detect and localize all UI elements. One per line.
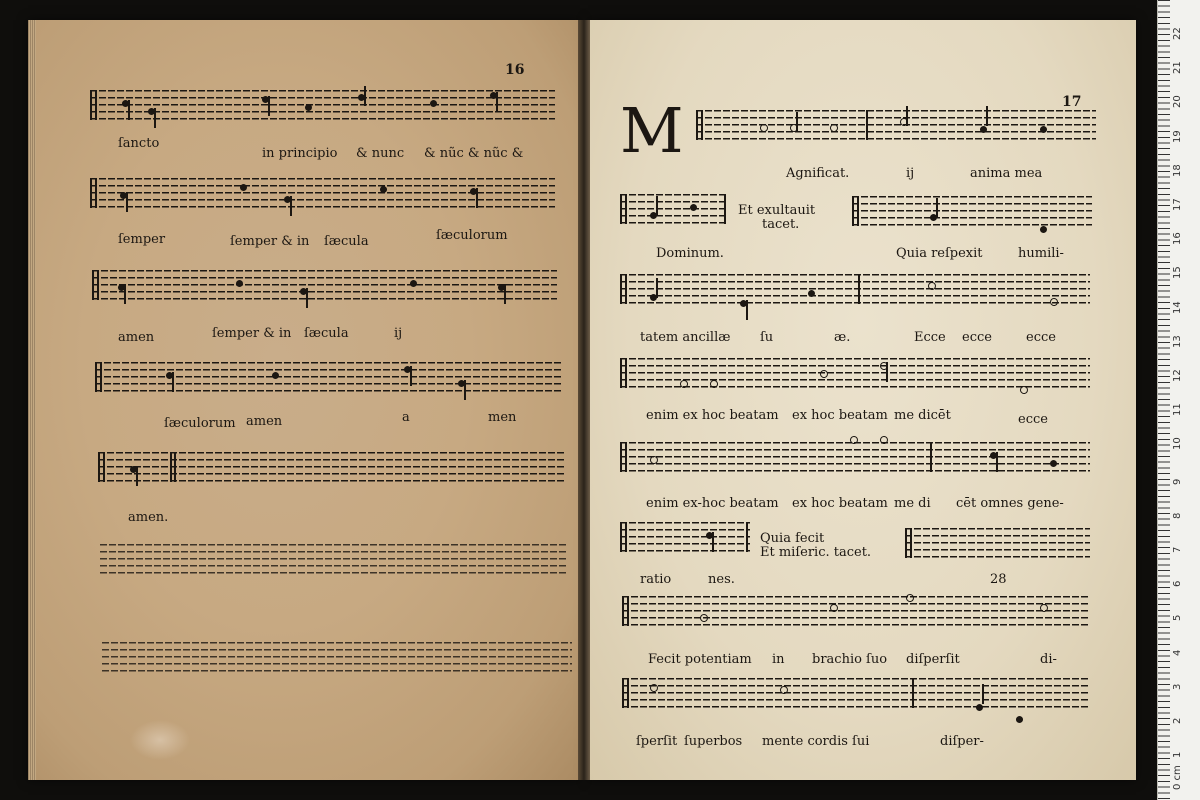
note-stem [464,380,466,400]
lyric: Ecce [914,330,946,345]
paper-stain [130,720,190,760]
lyric: ſæcula [304,326,349,341]
left-staff-5 [98,452,566,486]
lyric: diſper- [940,734,984,749]
note-stem [936,198,938,218]
note-stem [290,196,292,216]
lyric: amen [246,414,283,429]
lyric: tatem ancillæ [640,330,731,345]
lyric: enim ex-hoc beatam [646,496,779,511]
left-staff-1 [90,90,555,124]
left-staff-empty-1 [100,544,566,578]
ruler-number: 3 [1172,683,1183,690]
scale-ruler [1157,0,1200,800]
lyric: di- [1040,652,1057,667]
note-stem [996,452,998,472]
lyric: ſperſit [636,734,678,749]
note-stem [496,92,498,112]
lyric: enim ex hoc beatam [646,408,779,423]
note-stem [124,284,126,304]
lyric: anima mea [970,166,1043,181]
ruler-unit-label: 0 cm [1172,765,1183,790]
lyric: humili- [1018,246,1064,261]
note-stem [906,106,908,126]
note-stem [476,188,478,208]
note-stem [154,108,156,128]
rubric-text [738,204,815,232]
note-stem [986,106,988,126]
ruler-number: 7 [1172,546,1183,553]
lyric: ecce [1026,330,1056,345]
lyric: ex hoc beatam [792,496,888,511]
lyric: me dicēt [894,408,951,423]
page-edges [28,20,36,780]
ruler-number: 13 [1172,335,1183,348]
note-stem [796,112,798,132]
lyric: ecce [962,330,992,345]
note-stem [268,96,270,116]
left-page-number: 16 [505,62,525,78]
lyric: Dominum. [656,246,724,261]
lyric: ſemper & in [212,326,292,341]
right-page-number: 17 [1062,94,1082,110]
note-stem [136,466,138,486]
right-staff-8 [622,678,1090,712]
lyric: ſæculorum [164,416,236,431]
ruler-number: 1 [1172,751,1183,759]
ruler-ticks [1158,0,1170,800]
rubric-line: Et miſeric. tacet. [760,545,872,560]
lyric: me di [894,496,931,511]
note-stem [656,278,658,298]
lyric: æ. [834,330,851,345]
note-stem [126,192,128,212]
ruler-number: 10 [1172,437,1183,451]
rubric-line: tacet. [762,217,800,232]
note-stem [410,366,412,386]
note-stem [746,300,748,320]
lyric: ſemper [118,232,166,247]
book-gutter [578,20,590,780]
lyric: mente cordis ſui [762,734,870,749]
lyric: ex hoc beatam [792,408,888,423]
lyric: Agnificat. [786,166,850,181]
lyric: ſæcula [324,234,369,249]
lyric: amen [118,330,155,345]
note-stem [712,532,714,552]
ruler-number: 12 [1172,369,1183,382]
lyric: in [772,652,785,667]
rubric-line: Et exultauit [738,203,816,218]
lyric: diſperſit [906,652,960,667]
right-staff-2a [620,194,728,228]
lyric: ſæculorum [436,228,508,243]
ruler-number: 6 [1172,580,1183,588]
ruler-number: 2 [1172,717,1183,724]
rubric-text [760,532,871,560]
note-stem [982,684,984,704]
lyric: cēt omnes gene- [956,496,1064,511]
lyric: ſuperbos [684,734,743,749]
note-stem [306,288,308,308]
right-staff-1 [696,110,1096,144]
note-stem [172,372,174,392]
ruler-number: 14 [1172,300,1183,314]
lyric: ſancto [118,136,160,151]
lyric: ratio [640,572,672,587]
note-stem [504,284,506,304]
ruler-number: 15 [1172,266,1183,280]
left-staff-empty-2 [102,642,572,676]
lyric: brachio ſuo [812,652,888,667]
decorated-initial: M [620,94,684,167]
right-staff-6a [620,522,750,556]
ruler-number: 4 [1172,649,1183,656]
ruler-number: 19 [1172,129,1183,143]
lyric: nes. [708,572,735,587]
note-stem [128,100,130,120]
right-staff-7 [622,596,1090,630]
lyric: ſu [760,330,774,345]
right-staff-6b [905,528,1090,562]
lyric: in principio [262,146,338,161]
ruler-number: 5 [1172,615,1183,622]
lyric: Quia reſpexit [896,246,983,261]
lyric: Fecit potentiam [648,652,752,667]
rubric-line: Quia fecit [760,531,825,546]
ruler-number: 22 [1172,27,1183,40]
right-staff-3 [620,274,1090,308]
lyric: ecce [1018,412,1048,427]
lyric: ij [906,166,915,181]
lyric: ij [394,326,403,341]
note-stem [656,196,658,216]
left-staff-4 [95,362,563,396]
lyric: ſemper & in [230,234,310,249]
right-staff-5 [620,442,1090,476]
note-stem [364,86,366,106]
ruler-number: 16 [1172,232,1183,246]
left-staff-2 [90,178,555,212]
lyric: & nunc [356,146,405,161]
lyric: 28 [990,572,1007,587]
ruler-number: 11 [1172,403,1183,417]
ruler-number: 17 [1172,198,1183,211]
lyric: amen. [128,510,169,525]
left-staff-3 [92,270,557,304]
ruler-number: 9 [1172,478,1183,485]
right-staff-2b [852,196,1092,230]
ruler-number: 21 [1172,61,1183,75]
ruler-number: 20 [1172,95,1183,109]
lyric: men [488,410,517,425]
ruler-number: 8 [1172,512,1183,519]
lyric: & nũc & nũc & [424,146,524,161]
note-stem [886,362,888,382]
lyric: a [402,410,410,425]
ruler-number: 18 [1172,164,1183,177]
